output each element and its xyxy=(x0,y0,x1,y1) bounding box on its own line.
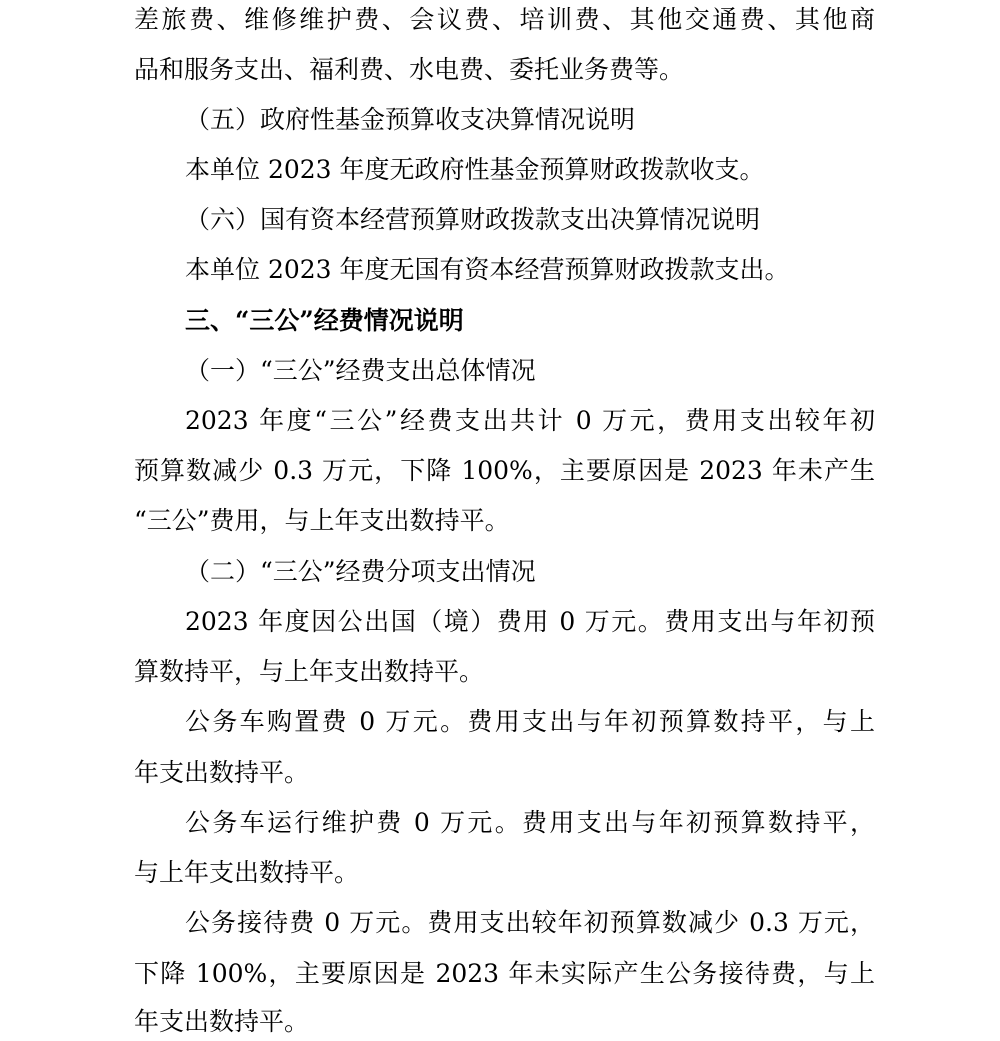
paragraph-line: 公务接待费 0 万元。费用支出较年初预算数减少 0.3 万元， xyxy=(185,908,875,937)
section-heading: （一）“三公”经费支出总体情况 xyxy=(185,356,536,385)
paragraph-line: 本单位 2023 年度无国有资本经营预算财政拨款支出。 xyxy=(185,255,790,284)
paragraph-line: “三公”费用，与上年支出数持平。 xyxy=(134,506,510,535)
paragraph-line: 2023 年度“三公”经费支出共计 0 万元，费用支出较年初 xyxy=(185,406,875,435)
paragraph-line: 与上年支出数持平。 xyxy=(134,858,360,887)
section-heading: （五）政府性基金预算收支决算情况说明 xyxy=(185,105,636,134)
paragraph-line: 年支出数持平。 xyxy=(134,758,310,787)
paragraph-line: 公务车运行维护费 0 万元。费用支出与年初预算数持平， xyxy=(185,808,875,837)
section-heading: （六）国有资本经营预算财政拨款支出决算情况说明 xyxy=(185,205,761,234)
paragraph-line: 年支出数持平。 xyxy=(134,1007,310,1036)
section-heading: （二）“三公”经费分项支出情况 xyxy=(185,557,536,586)
paragraph-line: 品和服务支出、福利费、水电费、委托业务费等。 xyxy=(134,55,685,84)
paragraph-line: 预算数减少 0.3 万元，下降 100%，主要原因是 2023 年未产生 xyxy=(134,456,875,485)
paragraph-line: 差旅费、维修维护费、会议费、培训费、其他交通费、其他商 xyxy=(134,5,875,34)
paragraph-line: 2023 年度因公出国（境）费用 0 万元。费用支出与年初预 xyxy=(185,607,875,636)
paragraph-line: 算数持平，与上年支出数持平。 xyxy=(134,657,485,686)
paragraph-line: 下降 100%，主要原因是 2023 年未实际产生公务接待费，与上 xyxy=(134,959,875,988)
paragraph-line: 公务车购置费 0 万元。费用支出与年初预算数持平，与上 xyxy=(185,707,875,736)
chapter-heading: 三、“三公”经费情况说明 xyxy=(185,306,464,335)
paragraph-line: 本单位 2023 年度无政府性基金预算财政拨款收支。 xyxy=(185,155,765,184)
